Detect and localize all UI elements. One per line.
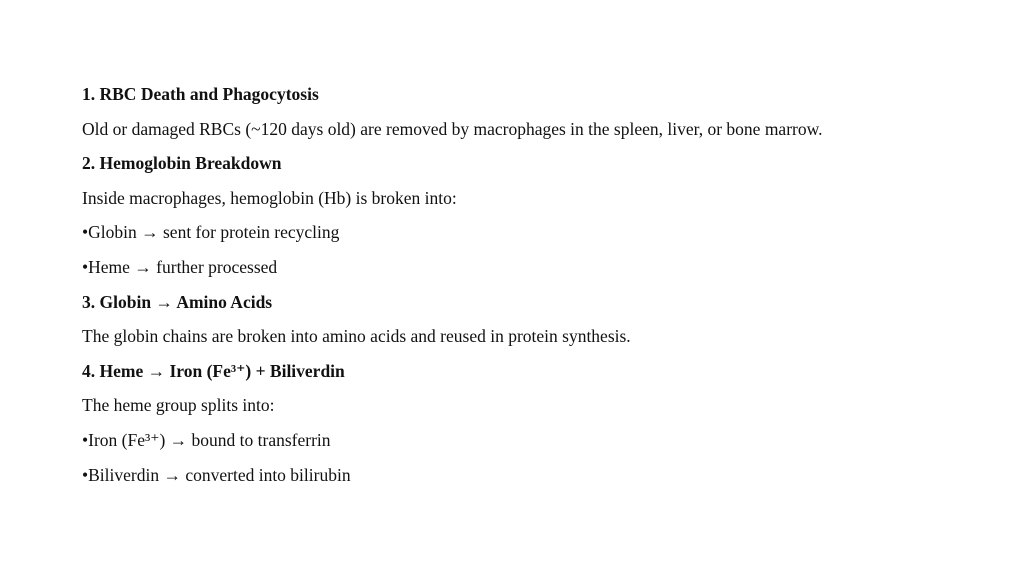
section-body-hemoglobin-breakdown: Inside macrophages, hemoglobin (Hb) is broken into: [82,187,457,208]
section-heading-hemoglobin-breakdown: 2. Hemoglobin Breakdown [82,153,282,174]
bullet-iron: •Iron (Fe³⁺) → bound to transferrin [82,429,331,450]
section-body-globin-amino-acids: The globin chains are broken into amino acids and reused in protein synthesis. [82,326,631,347]
section-heading-globin-amino-acids: 3. Globin → Amino Acids [82,291,273,312]
section-body-heme-iron-biliverdin: The heme group splits into: [82,395,275,416]
document-content [82,82,982,497]
bullet-heme: •Heme → further processed [82,256,278,277]
section-heading-heme-iron-biliverdin: 4. Heme → Iron (Fe³⁺) + Biliverdin [82,360,345,381]
section-body-rbc-death: Old or damaged RBCs (~120 days old) are removed by macrophages in the spleen, liver, or bone marrow. [82,118,823,139]
bullet-globin: •Globin → sent for protein recycling [82,222,340,243]
section-heading-rbc-death: 1. RBC Death and Phagocytosis [82,84,319,104]
bullet-biliverdin: •Biliverdin → converted into bilirubin [82,464,351,485]
